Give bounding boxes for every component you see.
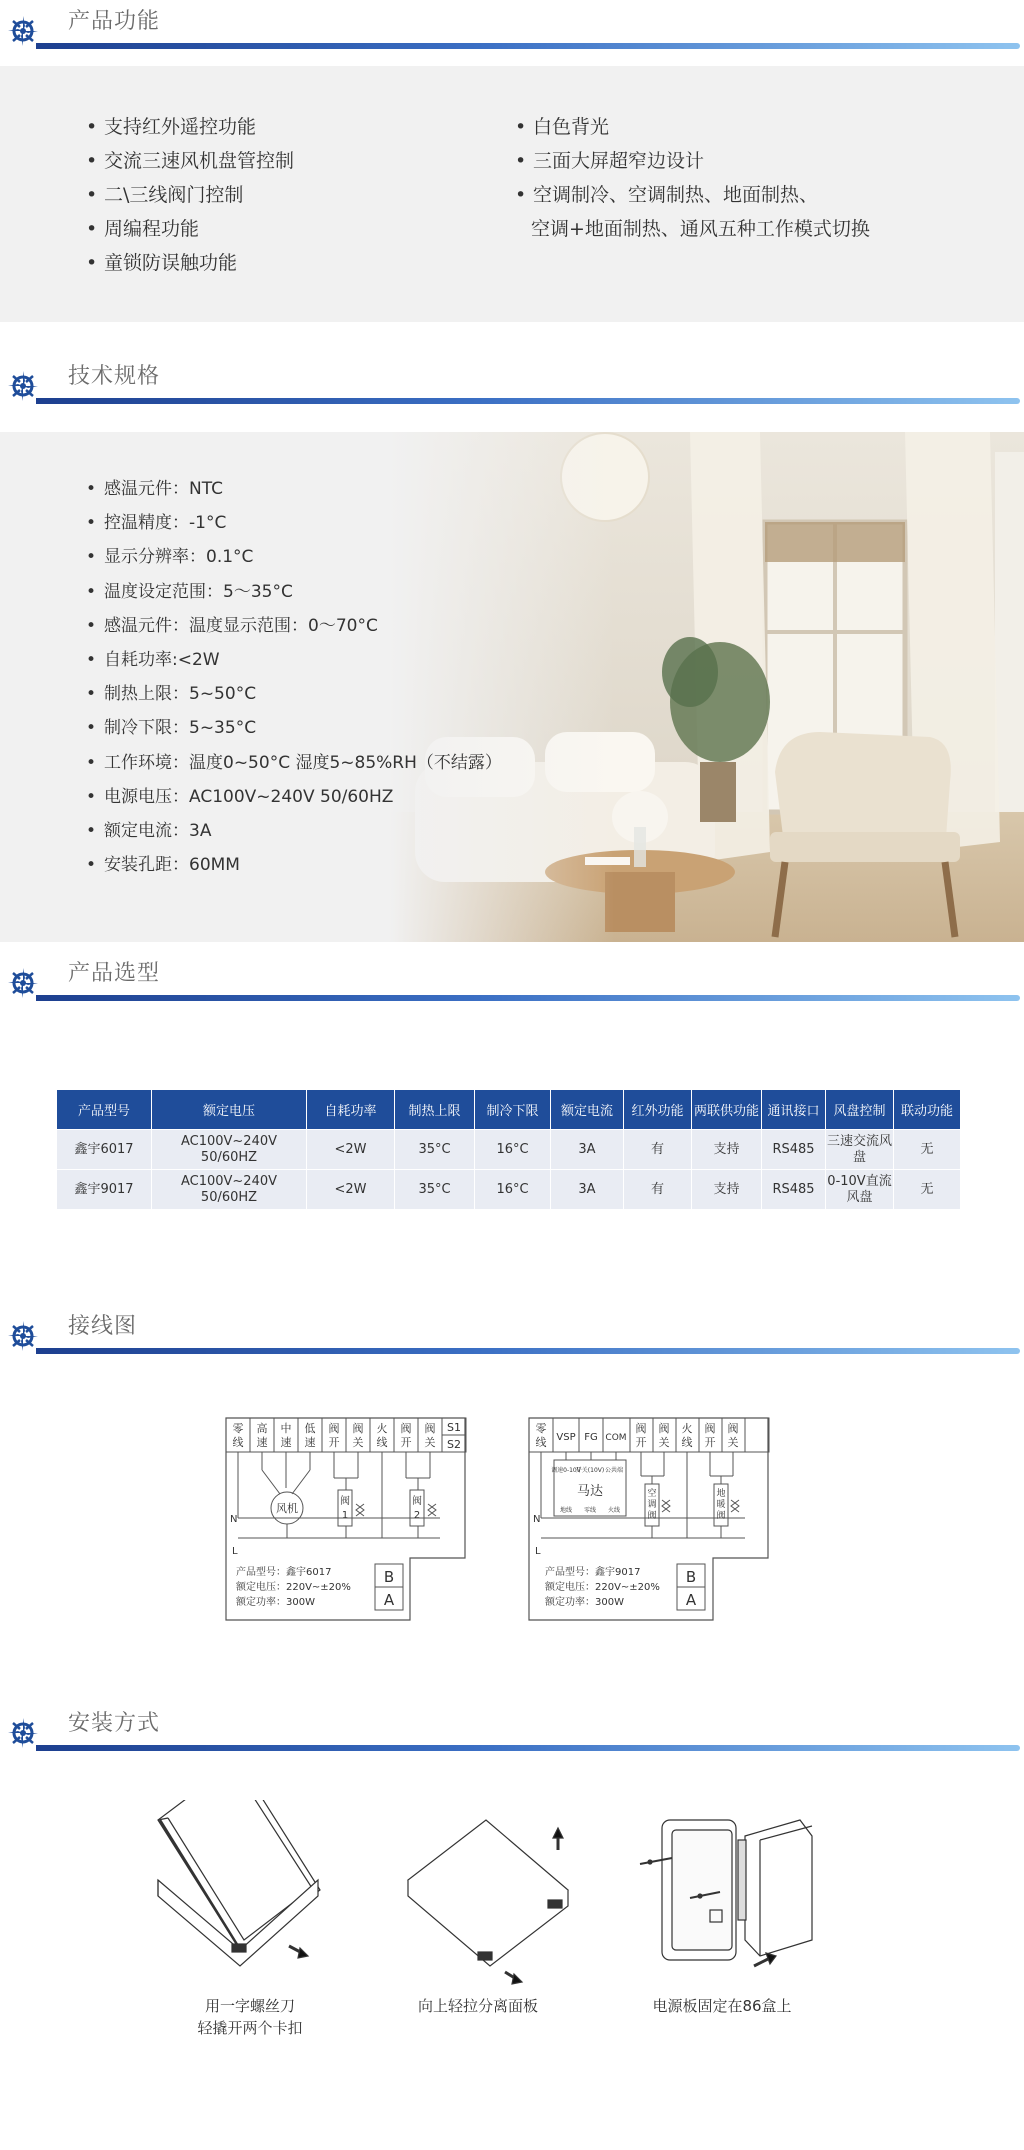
ac-valve-label: 调 <box>647 1500 657 1510</box>
table-cell: 支持 <box>692 1130 762 1170</box>
table-cell: RS485 <box>762 1170 826 1210</box>
table-header: 通讯接口 <box>762 1090 826 1130</box>
feature-item: • 支持红外遥控功能 <box>86 110 294 144</box>
floor-valve-label: 暖 <box>716 1500 726 1510</box>
section-divider <box>36 398 1020 404</box>
section-divider <box>36 995 1020 1001</box>
section-title: 技术规格 <box>68 364 161 389</box>
terminal-label: 速 <box>256 1436 268 1449</box>
table-header: 额定电流 <box>551 1090 624 1130</box>
terminal-label-s2: S2 <box>447 1438 461 1451</box>
floor-valve-label: 地 <box>716 1489 726 1499</box>
table-header-row <box>57 1090 961 1130</box>
motor-bottom-label: 火线 <box>607 1507 621 1514</box>
terminal-label: 线 <box>535 1436 547 1449</box>
fan-label: 风机 <box>276 1502 298 1515</box>
terminal-label: FG <box>584 1432 598 1443</box>
valve1-label: 阀 <box>340 1496 350 1507</box>
table-cell: 三速交流风盘 <box>826 1130 894 1170</box>
motor-sub-label: 开关(10V) <box>575 1467 605 1474</box>
terminal-label: 阀 <box>635 1422 647 1435</box>
terminal-label: 线 <box>232 1436 244 1449</box>
ac-valve-label: 阀 <box>647 1511 657 1521</box>
section-title: 安装方式 <box>68 1711 161 1736</box>
a-label: A <box>685 1591 697 1609</box>
terminal-label: 火 <box>376 1422 388 1435</box>
features-right-list <box>515 110 870 246</box>
table-cell: 16°C <box>475 1170 551 1210</box>
table-cell: AC100V~240V 50/60HZ <box>152 1130 307 1170</box>
spec-item: • 控温精度：-1°C <box>86 506 502 540</box>
features-left-list <box>86 110 294 280</box>
table-cell: RS485 <box>762 1130 826 1170</box>
terminal-label: 阀 <box>400 1422 412 1435</box>
install-step3-illustration <box>640 1820 812 1966</box>
feature-item: • 白色背光 <box>515 110 870 144</box>
valve2-label: 阀 <box>412 1496 422 1507</box>
table-header: 制冷下限 <box>475 1090 551 1130</box>
table-header: 风盘控制 <box>826 1090 894 1130</box>
table-cell: 3A <box>551 1130 624 1170</box>
feature-item-continued: 空调+地面制热、通风五种工作模式切换 <box>531 218 870 240</box>
terminal-label: 线 <box>376 1436 388 1449</box>
terminal-label: 开 <box>400 1436 412 1449</box>
specs-panel <box>0 432 1024 942</box>
spec-item: • 感温元件：温度显示范围：0～70°C <box>86 609 502 643</box>
model-text: 产品型号：鑫宇6017 <box>236 1567 332 1578</box>
caption-line: 向上轻拉分离面板 <box>417 1997 538 2015</box>
feature-item: • 童锁防误触功能 <box>86 246 294 280</box>
table-cell: <2W <box>307 1170 395 1210</box>
product-table <box>56 1089 961 1210</box>
spec-item: • 自耗功率:<2W <box>86 643 502 677</box>
wiring-diagrams <box>0 1410 1024 1630</box>
section-header-specs <box>0 355 1024 405</box>
section-divider <box>36 43 1020 49</box>
motor-bottom-label: 零线 <box>583 1507 597 1514</box>
terminal-label: 开 <box>328 1436 340 1449</box>
section-header-install <box>0 1702 1024 1752</box>
brand-logo-icon <box>6 966 40 1000</box>
terminal-label: 线 <box>681 1436 693 1449</box>
brand-logo-icon <box>6 1319 40 1353</box>
table-cell: 有 <box>624 1130 692 1170</box>
table-header: 联动功能 <box>894 1090 961 1130</box>
terminal-label-s1: S1 <box>447 1421 461 1434</box>
model-text: 产品型号：鑫宇9017 <box>545 1567 641 1578</box>
specs-list <box>86 472 502 882</box>
install-step2-illustration <box>408 1820 568 1984</box>
install-step1-illustration <box>158 1800 320 1966</box>
terminal-label: 低 <box>304 1422 316 1435</box>
spec-item: • 电源电压：AC100V~240V 50/60HZ <box>86 780 502 814</box>
wiring-diagram-9017 <box>529 1418 769 1620</box>
table-cell: 支持 <box>692 1170 762 1210</box>
spec-item: • 温度设定范围：5～35°C <box>86 575 502 609</box>
section-divider <box>36 1745 1020 1751</box>
section-header-wiring <box>0 1305 1024 1355</box>
install-step2-caption <box>378 1995 578 2017</box>
brand-logo-icon <box>6 369 40 403</box>
section-title: 产品功能 <box>68 9 161 34</box>
terminal-label: 中 <box>280 1422 292 1435</box>
terminal-label: 高 <box>256 1422 268 1435</box>
table-cell: 16°C <box>475 1130 551 1170</box>
terminal-label: 阀 <box>658 1422 670 1435</box>
terminal-label: 阀 <box>352 1422 364 1435</box>
table-cell: 有 <box>624 1170 692 1210</box>
spec-item: • 感温元件：NTC <box>86 472 502 506</box>
terminal-label: 关 <box>727 1436 739 1449</box>
b-label: B <box>685 1568 697 1586</box>
floor-valve-label: 阀 <box>716 1511 726 1521</box>
power-text: 额定功率：300W <box>236 1597 315 1608</box>
b-label: B <box>383 1568 395 1586</box>
terminal-label: COM <box>605 1433 627 1443</box>
terminal-label: 速 <box>280 1436 292 1449</box>
feature-item: • 三面大屏超窄边设计 <box>515 144 870 178</box>
terminal-label: 开 <box>635 1436 647 1449</box>
section-divider <box>36 1348 1020 1354</box>
terminal-label: 关 <box>658 1436 670 1449</box>
terminal-label: 速 <box>304 1436 316 1449</box>
spec-item: • 工作环境：温度0~50°C 湿度5~85%RH（不结露） <box>86 746 502 780</box>
live-label: L <box>535 1546 541 1557</box>
table-header: 自耗功率 <box>307 1090 395 1130</box>
section-header-selection <box>0 952 1024 1002</box>
table-header: 两联供功能 <box>692 1090 762 1130</box>
table-cell: AC100V~240V 50/60HZ <box>152 1170 307 1210</box>
caption-line: 用一字螺丝刀 <box>204 1997 295 2015</box>
table-cell: 3A <box>551 1170 624 1210</box>
ac-valve-label: 空 <box>647 1489 657 1499</box>
live-label: L <box>232 1546 238 1557</box>
power-text: 额定功率：300W <box>545 1597 624 1608</box>
table-cell: 0-10V直流风盘 <box>826 1170 894 1210</box>
terminal-label: 阀 <box>704 1422 716 1435</box>
motor-label: 马达 <box>576 1484 604 1499</box>
terminal-label: 阀 <box>424 1422 436 1435</box>
table-header: 产品型号 <box>57 1090 152 1130</box>
terminal-label: 阀 <box>328 1422 340 1435</box>
section-title: 产品选型 <box>68 961 161 986</box>
motor-sub-label: 调速0-10V <box>551 1467 581 1474</box>
motor-bottom-label: 地线 <box>559 1507 573 1514</box>
spec-item: • 显示分辨率：0.1°C <box>86 540 502 574</box>
install-step3-caption <box>622 1995 822 2017</box>
feature-item: • 交流三速风机盘管控制 <box>86 144 294 178</box>
terminal-label: VSP <box>556 1432 576 1443</box>
terminal-label: 开 <box>704 1436 716 1449</box>
terminal-label: 火 <box>681 1422 693 1435</box>
brand-logo-icon <box>6 14 40 48</box>
terminal-label: 零 <box>232 1422 244 1435</box>
terminal-label: 阀 <box>727 1422 739 1435</box>
table-header: 额定电压 <box>152 1090 307 1130</box>
section-header-features <box>0 0 1024 50</box>
table-row <box>57 1130 961 1170</box>
table-cell: 35°C <box>395 1170 475 1210</box>
valve1-label: 1 <box>341 1510 349 1521</box>
table-cell: 35°C <box>395 1130 475 1170</box>
feature-item: • 周编程功能 <box>86 212 294 246</box>
terminal-label: 关 <box>424 1436 436 1449</box>
neutral-label: N <box>533 1514 541 1525</box>
feature-item: • 二\三线阀门控制 <box>86 178 294 212</box>
table-row <box>57 1170 961 1210</box>
spec-item: • 制热上限：5~50°C <box>86 677 502 711</box>
table-cell: <2W <box>307 1130 395 1170</box>
spec-item: • 制冷下限：5~35°C <box>86 711 502 745</box>
terminal-label: 零 <box>535 1422 547 1435</box>
caption-line: 轻撬开两个卡扣 <box>197 2019 303 2037</box>
features-panel <box>0 66 1024 322</box>
neutral-label: N <box>230 1514 238 1525</box>
voltage-text: 额定电压：220V~±20% <box>545 1582 660 1593</box>
a-label: A <box>383 1591 395 1609</box>
caption-line: 电源板固定在86盒上 <box>652 1997 792 2015</box>
terminal-label: 关 <box>352 1436 364 1449</box>
table-cell: 鑫宇6017 <box>57 1130 152 1170</box>
wiring-diagram-6017 <box>226 1418 466 1620</box>
motor-sub-label: 公共端 <box>604 1467 624 1474</box>
feature-item: • 空调制冷、空调制热、地面制热、 <box>515 178 870 212</box>
table-header: 制热上限 <box>395 1090 475 1130</box>
voltage-text: 额定电压：220V~±20% <box>236 1582 351 1593</box>
valve2-label: 2 <box>413 1510 421 1521</box>
table-cell: 鑫宇9017 <box>57 1170 152 1210</box>
spec-item: • 安装孔距：60MM <box>86 848 502 882</box>
brand-logo-icon <box>6 1716 40 1750</box>
spec-item: • 额定电流：3A <box>86 814 502 848</box>
install-step1-caption <box>150 1995 350 2039</box>
section-title: 接线图 <box>68 1314 138 1339</box>
table-header: 红外功能 <box>624 1090 692 1130</box>
table-cell: 无 <box>894 1170 961 1210</box>
table-cell: 无 <box>894 1130 961 1170</box>
